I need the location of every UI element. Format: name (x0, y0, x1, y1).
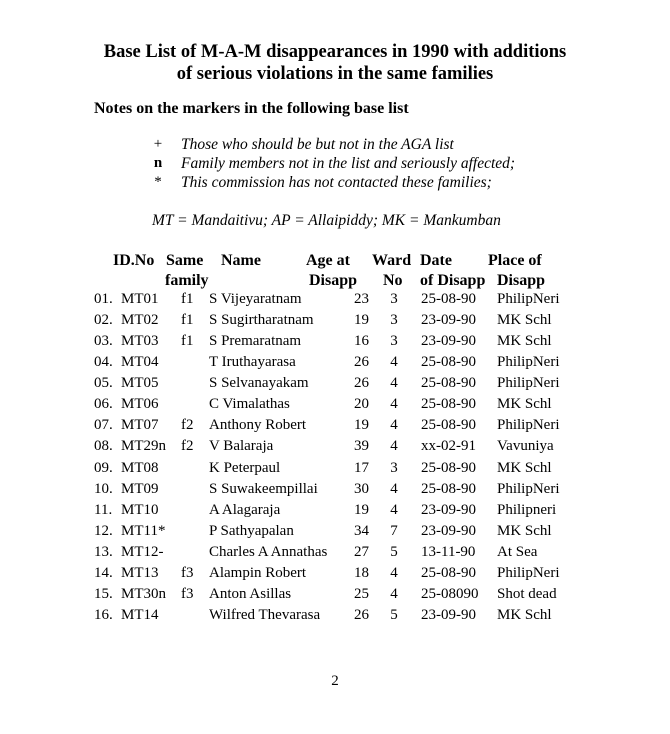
row-age: 16 (354, 333, 369, 350)
row-number: 04. (94, 354, 113, 371)
row-number: 10. (94, 480, 113, 497)
row-id: MT29n (121, 438, 166, 455)
row-age: 20 (354, 396, 369, 413)
header-family: family (165, 272, 209, 289)
table-row (0, 396, 670, 417)
row-place: Shot dead (497, 585, 557, 602)
row-number: 12. (94, 522, 113, 539)
row-place: PhilipNeri (497, 375, 560, 392)
row-ward: 7 (390, 522, 398, 539)
table-row (0, 354, 670, 375)
header-place-of: Place of (488, 252, 542, 269)
row-number: 08. (94, 438, 113, 455)
header-place-disapp: Disapp (497, 272, 546, 289)
row-number: 09. (94, 459, 113, 476)
table-row (0, 565, 670, 586)
row-id: MT05 (121, 375, 159, 392)
row-place: MK Schl (497, 459, 552, 476)
row-place: MK Schl (497, 522, 552, 539)
row-age: 23 (354, 291, 369, 307)
row-id: MT07 (121, 417, 159, 434)
row-place: Philipneri (497, 501, 557, 518)
row-age: 34 (354, 522, 369, 539)
row-date: 25-08090 (421, 585, 479, 602)
row-id: MT04 (121, 354, 159, 371)
row-date: 25-08-90 (421, 375, 476, 392)
row-place: PhilipNeri (497, 480, 560, 497)
row-name: V Balaraja (209, 438, 274, 455)
row-age: 30 (354, 480, 369, 497)
row-family: f1 (181, 333, 194, 350)
table-row (0, 523, 670, 544)
marker-description-star: This commission has not contacted these families; (181, 174, 492, 191)
row-family: f2 (181, 417, 194, 434)
row-place: PhilipNeri (497, 564, 560, 581)
row-place: PhilipNeri (497, 417, 560, 434)
table-row (0, 417, 670, 438)
row-date: 23-09-90 (421, 333, 476, 350)
marker-symbol-plus: + (153, 136, 163, 152)
row-number: 02. (94, 312, 113, 329)
row-date: 23-09-90 (421, 522, 476, 539)
row-number: 15. (94, 585, 113, 602)
page-number: 2 (331, 673, 339, 689)
row-name: S Suwakeempillai (209, 480, 318, 497)
row-date: 25-08-90 (421, 291, 476, 307)
row-ward: 4 (390, 564, 398, 581)
row-name: S Sugirtharatnam (209, 312, 314, 329)
row-date: 25-08-90 (421, 459, 476, 476)
row-family: f3 (181, 564, 194, 581)
row-age: 26 (354, 607, 369, 624)
table-row (0, 312, 670, 333)
header-same: Same (166, 252, 204, 269)
notes-heading: Notes on the markers in the following base list (94, 100, 409, 117)
row-ward: 5 (390, 607, 398, 624)
row-ward: 4 (390, 375, 398, 392)
row-ward: 3 (390, 291, 398, 307)
row-name: Anthony Robert (209, 417, 307, 434)
header-date: Date (420, 252, 452, 269)
document-title-line-2: of serious violations in the same families (176, 64, 494, 84)
row-name: C Vimalathas (209, 396, 290, 413)
table-row (0, 544, 670, 565)
row-number: 07. (94, 417, 113, 434)
row-family: f1 (181, 291, 194, 307)
row-name: S Premaratnam (209, 333, 302, 350)
table-row (0, 333, 670, 354)
row-age: 26 (354, 354, 369, 371)
row-id: MT02 (121, 312, 159, 329)
row-date: 23-09-90 (421, 312, 476, 329)
row-age: 19 (354, 417, 369, 434)
row-family: f2 (181, 438, 194, 455)
row-number: 03. (94, 333, 113, 350)
row-family: f3 (181, 585, 194, 602)
row-id: MT14 (121, 607, 159, 624)
row-date: 25-08-90 (421, 417, 476, 434)
row-id: MT13 (121, 564, 159, 581)
row-date: 23-09-90 (421, 607, 476, 624)
row-ward: 5 (390, 543, 398, 560)
marker-symbol-n: n (153, 155, 163, 171)
table-row (0, 586, 670, 607)
row-place: MK Schl (497, 607, 552, 624)
row-name: A Alagaraja (209, 501, 281, 518)
row-name: Anton Asillas (209, 585, 292, 602)
row-date: 25-08-90 (421, 354, 476, 371)
header-age-at: Age at (306, 252, 350, 269)
row-ward: 4 (390, 396, 398, 413)
header-ward: Ward (372, 252, 412, 269)
marker-symbol-star: * (154, 174, 162, 190)
row-date: 25-08-90 (421, 564, 476, 581)
row-name: S Vijeyaratnam (209, 291, 302, 307)
row-number: 13. (94, 543, 113, 560)
row-id: MT10 (121, 501, 159, 518)
row-age: 25 (354, 585, 369, 602)
document-title-line-1: Base List of M-A-M disappearances in 1990 with additions (103, 42, 567, 62)
row-number: 05. (94, 375, 113, 392)
row-age: 19 (354, 312, 369, 329)
row-id: MT30n (121, 585, 166, 602)
row-date: xx-02-91 (421, 438, 476, 455)
row-ward: 4 (390, 417, 398, 434)
row-family: f1 (181, 312, 194, 329)
row-age: 39 (354, 438, 369, 455)
row-ward: 4 (390, 585, 398, 602)
row-date: 25-08-90 (421, 480, 476, 497)
row-id: MT06 (121, 396, 159, 413)
header-id: ID.No (113, 252, 155, 269)
row-age: 18 (354, 564, 369, 581)
abbreviation-legend: MT = Mandaitivu; AP = Allaipiddy; MK = Mankumban (152, 212, 501, 229)
row-id: MT08 (121, 459, 159, 476)
row-name: K Peterpaul (209, 459, 281, 476)
row-number: 06. (94, 396, 113, 413)
row-date: 25-08-90 (421, 396, 476, 413)
table-row (0, 607, 670, 628)
header-age-disapp: Disapp (309, 272, 358, 289)
row-ward: 3 (390, 312, 398, 329)
row-age: 27 (354, 543, 369, 560)
row-date: 13-11-90 (421, 543, 476, 560)
table-row (0, 460, 670, 481)
row-ward: 4 (390, 438, 398, 455)
row-place: At Sea (497, 543, 538, 560)
row-place: MK Schl (497, 312, 552, 329)
row-age: 17 (354, 459, 369, 476)
row-ward: 4 (390, 501, 398, 518)
table-row (0, 375, 670, 396)
table-row (0, 291, 670, 312)
row-place: PhilipNeri (497, 291, 560, 307)
row-id: MT01 (121, 291, 159, 307)
row-ward: 4 (390, 480, 398, 497)
row-number: 16. (94, 607, 113, 624)
row-id: MT03 (121, 333, 159, 350)
row-name: S Selvanayakam (209, 375, 309, 392)
row-name: Wilfred Thevarasa (209, 607, 321, 624)
row-place: MK Schl (497, 396, 552, 413)
row-id: MT12- (121, 543, 164, 560)
row-number: 01. (94, 291, 113, 307)
row-id: MT09 (121, 480, 159, 497)
row-ward: 3 (390, 459, 398, 476)
row-place: PhilipNeri (497, 354, 560, 371)
row-age: 26 (354, 375, 369, 392)
row-ward: 4 (390, 354, 398, 371)
header-ward-no: No (383, 272, 403, 289)
marker-description-n: Family members not in the list and seriously affected; (181, 155, 516, 172)
row-id: MT11* (121, 522, 166, 539)
marker-description-plus: Those who should be but not in the AGA list (181, 136, 454, 153)
row-number: 11. (94, 501, 113, 518)
row-ward: 3 (390, 333, 398, 350)
row-place: Vavuniya (497, 438, 554, 455)
row-name: T Iruthayarasa (209, 354, 296, 371)
table-row (0, 502, 670, 523)
row-name: Alampin Robert (209, 564, 307, 581)
row-name: Charles A Annathas (209, 543, 328, 560)
table-row (0, 438, 670, 459)
row-place: MK Schl (497, 333, 552, 350)
row-number: 14. (94, 564, 113, 581)
row-date: 23-09-90 (421, 501, 476, 518)
table-row (0, 481, 670, 502)
row-age: 19 (354, 501, 369, 518)
row-name: P Sathyapalan (209, 522, 294, 539)
header-date-disapp: of Disapp (420, 272, 486, 289)
header-name: Name (221, 252, 261, 269)
